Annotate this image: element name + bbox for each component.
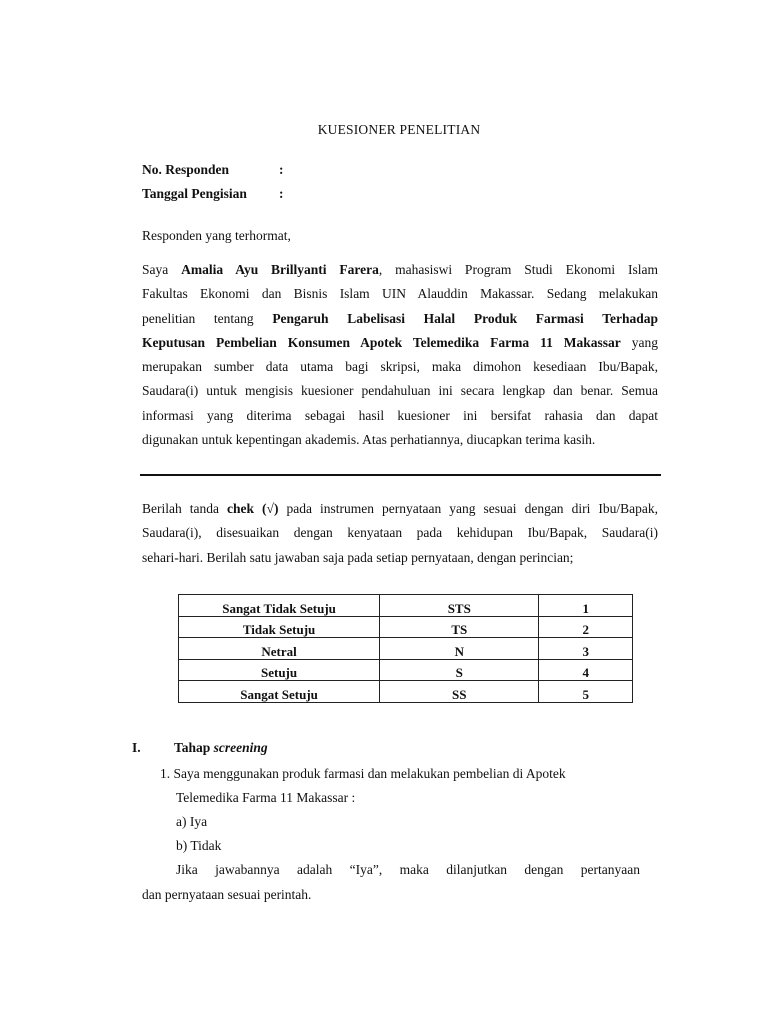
fill-date-label: Tanggal Pengisian (142, 186, 247, 201)
scale-code: SS (380, 681, 539, 703)
respondent-number-label: No. Responden (142, 162, 230, 177)
scale-label: Setuju (179, 659, 380, 681)
screening-note-cont: dan pernyataan sesuai perintah. (142, 887, 312, 902)
scale-score: 2 (539, 616, 633, 638)
scale-code: S (380, 659, 539, 681)
fill-date-row (142, 186, 284, 202)
table-row (179, 595, 633, 617)
instruction-line: sehari-hari. Berilah satu jawaban saja pada setiap pernyataan, dengan perincian; (142, 549, 574, 565)
scale-label: Netral (179, 638, 380, 660)
section-number: I. (132, 740, 141, 755)
scale-label: Tidak Setuju (179, 616, 380, 638)
divider-line (140, 474, 661, 476)
table-row (179, 638, 633, 660)
question-1: 1. Saya menggunakan produk farmasi dan melakukan pembelian di Apotek (160, 766, 566, 781)
section-heading: I. Tahap screening (132, 740, 268, 755)
scale-label: Sangat Setuju (179, 681, 380, 703)
page-title: KUESIONER PENELITIAN (317, 122, 481, 137)
scale-score: 4 (539, 659, 633, 681)
option-b: b) Tidak (176, 838, 222, 853)
scale-score: 1 (539, 595, 633, 617)
section-title-emphasis: screening (213, 740, 268, 755)
scale-score: 3 (539, 638, 633, 660)
screening-note: Jika jawabannya adalah “Iya”, maka dilanjutkan dengan pertanyaan (176, 862, 640, 877)
intro-paragraph (142, 258, 658, 452)
intro-line: digunakan untuk kepentingan akademis. Atas perhatiannya, diucapkan terima kasih. (142, 432, 596, 448)
intro-line: informasi yang diterima sebagai hasil kuesioner ini bersifat rahasia dan dapat (142, 407, 658, 423)
table-row (179, 659, 633, 681)
scale-code: STS (380, 595, 539, 617)
research-title-cont: Keputusan Pembelian Konsumen Apotek Telemedika Farma 11 Makassar (142, 334, 621, 350)
scale-score: 5 (539, 681, 633, 703)
research-title: Pengaruh Labelisasi Halal Produk Farmasi Terhadap (272, 310, 658, 326)
intro-line: Saudara(i) untuk mengisis kuesioner pendahuluan ini secara lengkap dan benar. Semua (142, 383, 658, 399)
scale-label: Sangat Tidak Setuju (179, 595, 380, 617)
intro-line: Keputusan Pembelian Konsumen Apotek Telemedika Farma 11 Makassar yang (142, 334, 658, 350)
intro-line: merupakan sumber data utama bagi skripsi, maka dimohon kesediaan Ibu/Bapak, (142, 359, 658, 375)
table-row (179, 681, 633, 703)
instruction-line: Berilah tanda chek (√) pada instrumen pernyataan yang sesuai dengan diri Ibu/Bapak, (142, 501, 658, 516)
respondent-number-row (142, 162, 284, 178)
instruction-line: Saudara(i), disesuaikan dengan kenyataan pada kehidupan Ibu/Bapak, Saudara(i) (142, 525, 658, 541)
intro-line: penelitian tentang Pengaruh Labelisasi Halal Produk Farmasi Terhadap (142, 310, 658, 326)
intro-line: Fakultas Ekonomi dan Bisnis Islam UIN Alauddin Makassar. Sedang melakukan (142, 286, 658, 302)
instructions-paragraph (142, 497, 658, 570)
scale-code: N (380, 638, 539, 660)
fill-date-colon: : (279, 186, 284, 201)
question-1-cont: Telemedika Farma 11 Makassar : (176, 790, 356, 805)
check-mark-term: chek (√) (227, 501, 279, 516)
likert-scale-table (178, 594, 633, 703)
intro-line: Saya Amalia Ayu Brillyanti Farera, mahasiswi Program Studi Ekonomi Islam (142, 262, 658, 277)
respondent-number-colon: : (279, 162, 284, 177)
option-a: a) Iya (176, 814, 208, 829)
scale-code: TS (380, 616, 539, 638)
table-row (179, 616, 633, 638)
researcher-name: Amalia Ayu Brillyanti Farera (181, 262, 379, 277)
greeting: Responden yang terhormat, (142, 228, 291, 243)
